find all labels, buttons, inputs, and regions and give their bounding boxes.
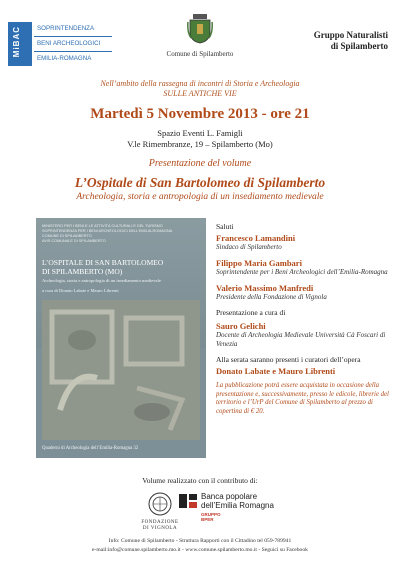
sponsor-line: Volume realizzato con il contributo di: (142, 476, 258, 485)
cover-institution: MINISTERO PER I BENI E LE ATTIVITÀ CULTURALI E DEL TURISMO (42, 224, 163, 228)
curatori-label: Alla serata saranno presenti i curatori dell’opera (216, 355, 361, 364)
cover-institution: SOPRINTENDENZA PER I BENI ARCHEOLOGICI DELL’EMILIA-ROMAGNA (42, 229, 173, 233)
speaker-role: Docente di Archeologia Medievale Università Cà Foscari di Venezia (216, 331, 386, 348)
fondazione-line: DI VIGNOLA (142, 526, 178, 531)
presentazione-acura-label: Presentazione a cura di (216, 308, 286, 317)
saluti-label: Saluti (216, 222, 234, 231)
speaker-role: Presidente della Fondazione di Vignola (216, 293, 327, 301)
speaker-role: Sindaco di Spilamberto (216, 243, 282, 251)
cover-subtitle-line: Archeologia, storia e antropologia di un insediamento medievale (42, 278, 161, 283)
speaker-name: Sauro Gelichi (216, 321, 266, 331)
excavation-photo (42, 300, 200, 440)
bper-line: Banca popolare (201, 492, 258, 501)
presentazione-label: Presentazione del volume (148, 158, 252, 169)
rassegna-text (0, 79, 400, 99)
fondazione-text (128, 520, 192, 532)
mibac-logo (8, 22, 32, 66)
fondazione-line: FONDAZIONE (141, 520, 179, 525)
speaker-role: Soprintendente per i Beni Archeologici dell’Emilia-Romagna (216, 268, 388, 276)
contact-line: e-mail:info@comune.spilamberto.mo.it - www.comune.spilamberto.mo.it - Seguici su Facebook (92, 547, 308, 553)
program-column (216, 222, 392, 416)
bper-line: dell’Emilia Romagna (201, 501, 274, 510)
speaker-name: Valerio Massimo Manfredi (216, 283, 314, 293)
cover-institution: COMUNE DI SPILAMBERTO (42, 234, 92, 238)
comune-crest-icon (187, 14, 213, 44)
mibac-label: MiBAC (12, 26, 21, 58)
publication-note: La pubblicazione potrà essere acquistata in occasione della presentazione e, successivamente, presso le edicole, librerie del territorio e l’UrP del Comune di Spilamberto al prezzo di copertina di € 20. (216, 382, 389, 415)
book-title: L’Ospitale di San Bartolomeo di Spilamberto (74, 175, 326, 190)
rassegna-line: Nell’ambito della rassegna di incontri di Storia e Archeologia (100, 79, 300, 88)
soprintendenza-line: EMILIA-ROMAGNA (37, 55, 92, 62)
bper-name (201, 492, 321, 510)
speaker-name: Filippo Maria Gambari (216, 258, 302, 268)
curatori-names: Donato Labate e Mauro Librenti (216, 366, 336, 376)
bper-gruppo: GRUPPO BPER (201, 512, 221, 522)
gruppo-line: di Spilamberto (330, 41, 388, 51)
comune-name: Comune di Spilamberto (166, 50, 234, 58)
gruppo-line: Gruppo Naturalisti (313, 30, 388, 40)
cover-curators: a cura di Donato Labate e Mauro Librenti (42, 288, 119, 293)
book-cover (36, 218, 206, 458)
gruppo-naturalisti (314, 30, 388, 52)
soprintendenza-logo (34, 22, 112, 66)
venue-address: V.le Rimembranze, 19 – Spilamberto (Mo) (127, 139, 273, 149)
cover-subtitle (42, 278, 202, 294)
soprintendenza-line: SOPRINTENDENZA (34, 22, 112, 37)
cover-title-line: DI SPILAMBERTO (MO) (42, 267, 123, 276)
cover-series: Quaderni di Archeologia dell’Emilia-Romagna 32 (42, 446, 139, 451)
cover-institution: AVIS COMUNALE DI SPILAMBERTO (42, 239, 106, 243)
rassegna-series: SULLE ANTICHE VIE (163, 89, 237, 98)
soprintendenza-line: BENI ARCHEOLOGICI (34, 37, 112, 52)
venue-name: Spazio Eventi L. Famigli (157, 128, 243, 138)
bper-mark-icon (179, 494, 197, 508)
cover-title-line: L’OSPITALE DI SAN BARTOLOMEO (42, 258, 164, 267)
speaker-name: Francesco Lamandini (216, 233, 296, 243)
info-line: Info: Comune di Spilamberto - Struttura Rapporti con il Cittadino tel 059-789941 (108, 538, 292, 544)
cover-title (42, 258, 202, 276)
venue (0, 128, 400, 150)
book-subtitle: Archeologia, storia e antropologia di un insediamento medievale (76, 192, 324, 202)
event-date: Martedì 5 Novembre 2013 - ore 21 (90, 106, 310, 122)
